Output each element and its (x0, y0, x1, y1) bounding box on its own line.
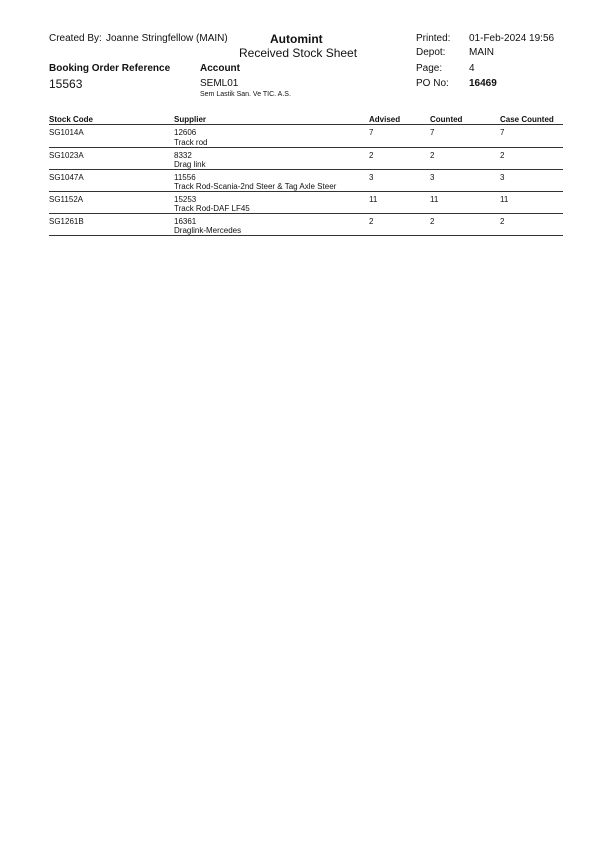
row-5-case-counted: 2 (500, 217, 505, 226)
row-3-case-counted: 3 (500, 173, 505, 182)
row-1-supplier-code: 12606 (174, 128, 197, 137)
header-divider (49, 124, 563, 125)
row-4-stock-code: SG1152A (49, 195, 84, 204)
created-by-value: Joanne Stringfellow (MAIN) (106, 33, 228, 44)
printed-value: 01-Feb-2024 19:56 (469, 33, 555, 44)
po-value: 16469 (469, 78, 497, 89)
row-1-counted: 7 (430, 128, 435, 137)
row-divider (49, 213, 563, 214)
row-5-description: Draglink-Mercedes (174, 226, 242, 235)
account-code: SEML01 (200, 78, 239, 89)
booking-ref-label: Booking Order Reference (49, 63, 171, 74)
row-divider (49, 147, 563, 148)
row-5-counted: 2 (430, 217, 435, 226)
row-2-case-counted: 2 (500, 151, 505, 160)
depot-value: MAIN (469, 47, 494, 58)
row-divider (49, 169, 563, 170)
account-label: Account (200, 63, 240, 74)
account-name: Sem Lastik San. Ve TIC. A.S. (200, 91, 291, 98)
row-2-advised: 2 (369, 151, 374, 160)
row-1-advised: 7 (369, 128, 374, 137)
row-5-advised: 2 (369, 217, 374, 226)
row-3-advised: 3 (369, 173, 374, 182)
row-3-stock-code: SG1047A (49, 173, 84, 182)
row-1-case-counted: 7 (500, 128, 505, 137)
page-label: Page: (416, 63, 443, 74)
row-2-counted: 2 (430, 151, 435, 160)
sheet-title: Received Stock Sheet (239, 46, 358, 60)
row-3-supplier-code: 11556 (174, 173, 196, 182)
booking-ref-value: 15563 (49, 77, 83, 91)
row-4-counted: 11 (430, 195, 439, 204)
row-4-description: Track Rod-DAF LF45 (174, 204, 250, 213)
col-supplier: Supplier (174, 115, 207, 124)
depot-label: Depot: (416, 47, 446, 58)
row-4-supplier-code: 15253 (174, 195, 197, 204)
row-5-stock-code: SG1261B (49, 217, 84, 226)
col-stock-code: Stock Code (49, 115, 94, 124)
row-2-stock-code: SG1023A (49, 151, 84, 160)
row-2-description: Drag link (174, 160, 206, 169)
po-label: PO No: (416, 78, 449, 89)
col-case-counted: Case Counted (500, 115, 554, 124)
created-by-label: Created By: (49, 33, 102, 44)
row-1-stock-code: SG1014A (49, 128, 84, 137)
company-name: Automint (270, 32, 323, 46)
col-counted: Counted (430, 115, 463, 124)
row-3-counted: 3 (430, 173, 435, 182)
row-2-supplier-code: 8332 (174, 151, 192, 160)
row-divider (49, 235, 563, 236)
row-5-supplier-code: 16361 (174, 217, 197, 226)
row-1-description: Track rod (174, 138, 208, 147)
row-4-case-counted: 11 (500, 195, 509, 204)
row-4-advised: 11 (369, 195, 378, 204)
printed-label: Printed: (416, 33, 451, 44)
page-value: 4 (469, 63, 475, 74)
row-3-description: Track Rod-Scania-2nd Steer & Tag Axle Steer (174, 182, 337, 191)
row-divider (49, 191, 563, 192)
col-advised: Advised (369, 115, 401, 124)
